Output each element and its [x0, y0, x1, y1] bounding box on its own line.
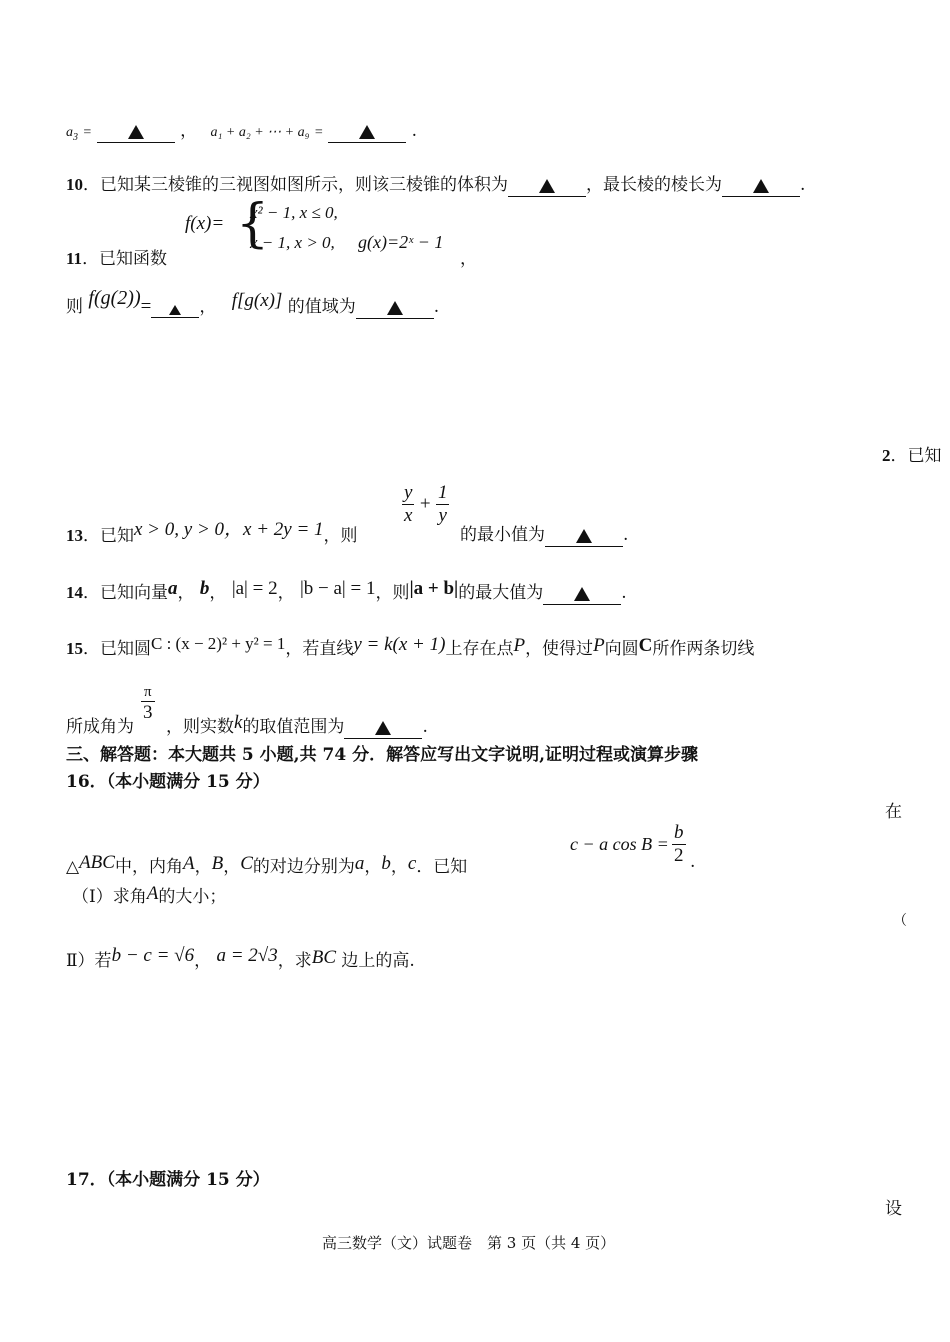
period: .: [433, 297, 440, 317]
question-number: 11: [66, 249, 83, 268]
triangle-icon: [359, 125, 375, 139]
question-text: （Ⅰ）求角: [72, 887, 147, 907]
answer-blank: [356, 298, 434, 319]
question-text: 则: [66, 297, 83, 317]
angle-c: C: [240, 853, 253, 874]
fraction-b-2: [672, 822, 686, 867]
fg2-expression: f(g(2)): [88, 287, 141, 309]
separator: ，: [199, 297, 217, 317]
vector-a: a: [168, 578, 178, 599]
circle-equation: C : (x − 2)² + y² = 1: [151, 634, 286, 653]
circle-c: C: [638, 635, 653, 656]
fraction-1-y: $\frac{1}{y}$: [437, 482, 448, 526]
question-16-stem: [66, 852, 467, 878]
question-text: ．已知: [890, 446, 942, 466]
separator: ，: [194, 951, 212, 971]
triangle-icon: [128, 125, 144, 139]
condition-expression: x > 0, y > 0，x + 2y = 1: [134, 519, 324, 540]
answer-line-9: [66, 116, 417, 143]
angle-a: A: [182, 853, 195, 874]
triangle-icon: [539, 179, 555, 193]
triangle-symbol: △: [66, 857, 80, 877]
angle-b: B: [211, 853, 224, 874]
question-12-fragment: [882, 441, 942, 466]
triangle-abc: ABC: [79, 852, 115, 873]
a3-var: $a_3$: [66, 125, 78, 143]
question-16-part-2: [66, 946, 415, 972]
gx-expression: g(x)=2ˣ − 1: [358, 232, 444, 252]
answer-blank: [97, 122, 175, 143]
question-13: [66, 520, 358, 547]
period: .: [690, 852, 696, 872]
question-text: 向圆: [604, 639, 639, 659]
case-2: x − 1, x > 0,: [250, 233, 335, 252]
question-text: ，使得过: [525, 639, 594, 659]
question-11-fx-label: [185, 213, 224, 235]
fraction: $\frac{b}{2}$: [674, 822, 684, 866]
separator: ，: [277, 583, 295, 603]
answer-blank: [545, 526, 623, 547]
question-text: 所作两条切线: [652, 639, 755, 659]
question-text: ，则: [375, 583, 410, 603]
side-a: a: [354, 853, 365, 874]
triangle-icon: [753, 179, 769, 193]
question-text: ．已知向量: [83, 583, 168, 603]
answer-blank: [722, 176, 800, 197]
question-number: 2: [882, 446, 891, 465]
fraction: $\frac{\pi}{3}$: [143, 684, 153, 723]
question-text: ．已知函数: [82, 249, 168, 269]
separator: ，: [364, 857, 382, 877]
question-17-title: 17．（本小题满分 15 分）: [66, 1170, 270, 1190]
question-number: 13: [66, 526, 83, 545]
question-text: ，求: [277, 951, 312, 971]
question-text: 的大小；: [158, 887, 227, 907]
question-10: [66, 170, 805, 197]
question-text: ．已知: [416, 857, 468, 877]
triangle-icon: [169, 305, 181, 315]
question-text: ，则实数: [166, 717, 234, 737]
separator: ，: [460, 249, 477, 269]
question-text: ．已知某三棱锥的三视图如图所示，则该三棱锥的体积为: [83, 175, 508, 195]
answer-blank: [543, 584, 621, 605]
condition-expression: c − a cos B =: [570, 834, 669, 854]
answer-blank: [344, 718, 422, 739]
question-number: 15: [66, 639, 83, 658]
fraction-y-x: $\frac{y}{x}$: [404, 482, 413, 526]
condition-expression: |a| = 2: [231, 578, 278, 599]
condition-expression: |b − a| = 1: [299, 578, 376, 599]
answer-blank: [508, 176, 586, 197]
question-text: 的对边分别为: [252, 857, 355, 877]
triangle-icon: [576, 529, 592, 543]
abs-expression: |a + b|: [409, 578, 459, 599]
fraction-expression: [402, 482, 449, 527]
question-number: 10: [66, 175, 83, 194]
question-text: 边上的高.: [341, 951, 415, 971]
line-equation: y = k(x + 1): [353, 634, 446, 655]
question-15-part-2-tail: [166, 712, 428, 739]
period: .: [411, 121, 418, 141]
question-16-title: 16．（本小题满分 15 分）: [66, 772, 270, 792]
question-text: 的最小值为: [460, 525, 545, 545]
section-heading: 三、解答题：本大题共 5 小题,共 74 分．解答应写出文字说明,证明过程或演算步骤: [66, 745, 698, 765]
triangle-icon: [574, 587, 590, 601]
question-16-part-1: [72, 882, 226, 908]
question-11: [66, 244, 167, 269]
side-c: c: [407, 853, 417, 874]
side-b: b: [381, 853, 391, 874]
separator: ，: [223, 857, 241, 877]
period: .: [800, 175, 806, 195]
question-text: 的值域为: [287, 297, 356, 317]
period: .: [422, 717, 428, 737]
question-text: 所成角为: [66, 717, 134, 737]
question-text: 中，内角: [114, 857, 183, 877]
separator: ，: [390, 857, 408, 877]
fgx-expression: f[g(x)]: [231, 290, 283, 311]
question-text: 的最大值为: [458, 583, 544, 603]
point-p: P: [513, 635, 526, 656]
sum-expression: a₁ + a₂ + ⋯ + a₉: [210, 125, 310, 140]
question-17-she: 设: [885, 1199, 902, 1219]
question-text: ．已知: [83, 526, 134, 546]
plus-sign: +: [419, 493, 431, 515]
condition-expression: b − c = √6: [111, 945, 195, 966]
separator: ，: [180, 121, 198, 141]
triangle-icon: [387, 301, 403, 315]
triangle-icon: [375, 721, 391, 735]
question-11-part-2: [66, 287, 440, 319]
answer-blank: [328, 122, 406, 143]
question-text: 的取值范围为: [242, 717, 345, 737]
question-text: ，则: [323, 526, 358, 546]
variable-k: k: [234, 712, 243, 733]
angle-a: A: [146, 883, 159, 904]
point-p: P: [593, 635, 605, 656]
period: .: [621, 583, 627, 603]
brace-icon: {: [236, 194, 270, 254]
period: .: [623, 525, 629, 545]
separator: ，: [177, 583, 195, 603]
question-text: ，最长棱的棱长为: [586, 175, 722, 195]
question-text: Ⅱ）若: [66, 951, 112, 971]
equals-sign: =: [140, 296, 152, 317]
fraction-pi-3: [141, 684, 155, 724]
question-text: 上存在点: [445, 639, 514, 659]
fx-expression: f(x)=: [185, 213, 225, 234]
question-15-part-2: [66, 712, 134, 737]
case-1: x² − 1, x ≤ 0,: [250, 203, 338, 222]
equals-sign: =: [83, 125, 92, 140]
condition-expression: a = 2√3: [216, 945, 278, 966]
answer-blank: [151, 297, 199, 318]
open-paren: （: [893, 913, 907, 929]
question-16-zai: 在: [885, 802, 902, 822]
separator: ，: [209, 583, 227, 603]
side-bc: BC: [311, 947, 337, 968]
question-14: [66, 578, 627, 605]
page-footer: 高三数学（文）试题卷 第 3 页（共 4 页）: [322, 1234, 616, 1252]
equals-sign: =: [314, 125, 323, 140]
question-13-tail: [460, 520, 628, 547]
vector-b: b: [199, 578, 210, 599]
separator: ，: [194, 857, 212, 877]
question-text: ，若直线: [285, 639, 354, 659]
question-number: 14: [66, 583, 83, 602]
question-15: [66, 634, 754, 660]
question-text: ．已知圆: [83, 639, 151, 659]
